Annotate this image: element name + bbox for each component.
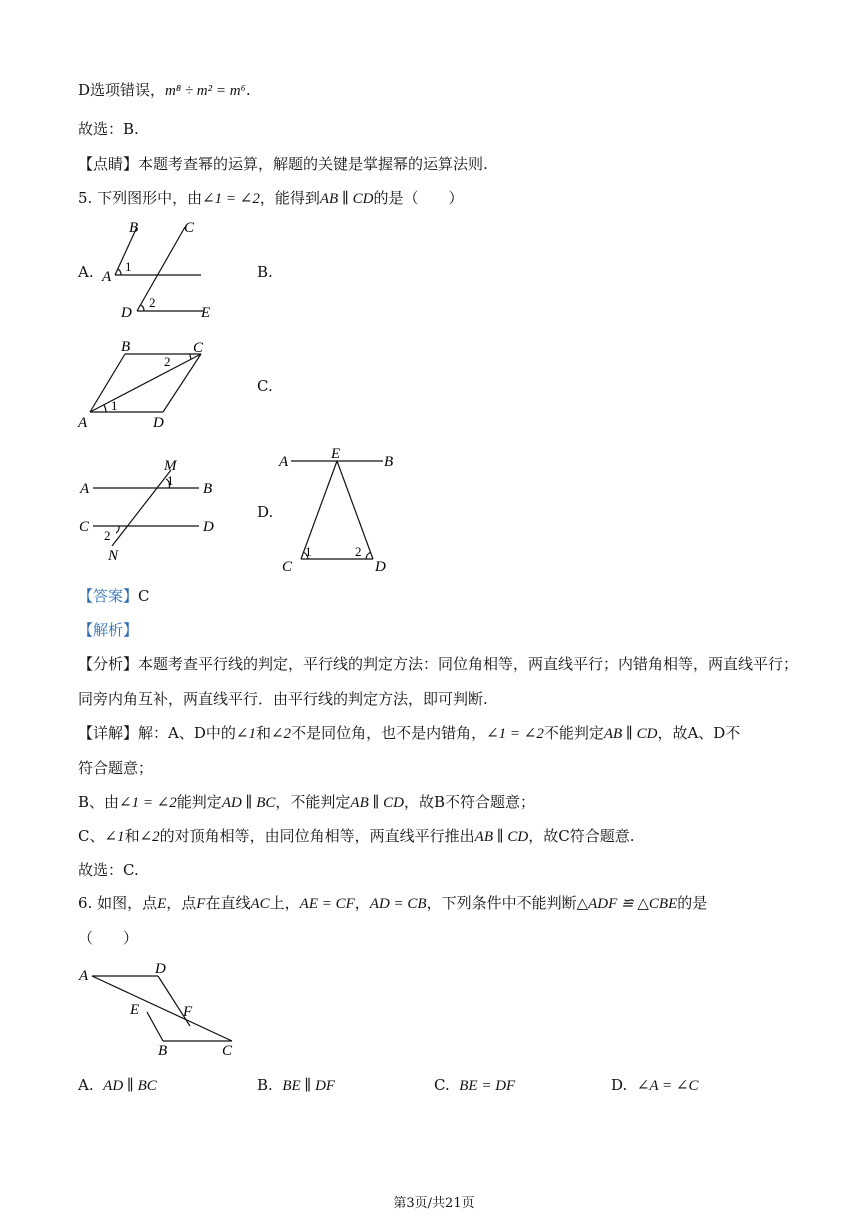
label-D: D <box>155 961 166 977</box>
option-label: A. <box>78 1076 94 1094</box>
text: ，点 <box>166 894 197 912</box>
option-label: B. <box>257 1076 273 1094</box>
text: ，下列条件中不能判断 <box>426 894 577 912</box>
label-C: C <box>222 1043 233 1059</box>
label-C: C <box>79 519 90 535</box>
label-A: A <box>80 481 90 497</box>
angle-2: 2 <box>355 544 362 559</box>
angle-1: 1 <box>305 544 312 559</box>
formula: E <box>157 896 167 912</box>
text: D选项错误， <box>78 81 166 99</box>
label-D: D <box>375 559 386 575</box>
angle-2: 2 <box>164 354 171 369</box>
q5-stem <box>78 188 463 209</box>
remark-tag: 【点睛】 <box>78 155 139 173</box>
formula: ∠1 <box>235 726 256 742</box>
text: ，故C符合题意. <box>528 827 635 845</box>
q6-option-c <box>434 1075 515 1096</box>
prev-remark <box>78 154 488 174</box>
fenxi-text: 本题考查平行线的判定，平行线的判定方法：同位角相等，两直线平行；内错角相等，两直线平行； <box>138 655 799 673</box>
angle-1: 1 <box>125 259 132 274</box>
text: 的对顶角相等，由同位角相等，两直线平行推出 <box>159 827 475 845</box>
formula: AB ∥ CD <box>350 795 405 811</box>
formula: AB ∥ CD <box>603 726 658 742</box>
label-B: B <box>158 1043 168 1059</box>
q5-detail-line1 <box>78 723 740 744</box>
label-B: B <box>384 454 394 470</box>
text: 不能判定 <box>543 724 604 742</box>
page-footer: 第3页/共21页 <box>393 1196 475 1211</box>
option-label: D. <box>611 1076 628 1094</box>
label-A: A <box>78 415 88 431</box>
q6-option-b <box>257 1075 335 1096</box>
text: ，能得到 <box>259 189 320 207</box>
text: ，故A、D不 <box>657 724 741 742</box>
label-E: E <box>130 1002 140 1018</box>
q5-fenxi-line1 <box>78 654 798 674</box>
formula: m⁸ ÷ m² = m⁶ <box>165 83 246 99</box>
text: ， <box>354 894 370 912</box>
text: 不是同位角，也不是内错角， <box>291 724 487 742</box>
option-text: ∠A = ∠C <box>636 1078 699 1094</box>
label-E: E <box>201 305 211 321</box>
text: 上， <box>269 894 300 912</box>
formula: ∠1 = ∠2 <box>119 795 177 811</box>
q5-figure-c <box>75 452 225 564</box>
remark-text: 本题考查幂的运算，解题的关键是掌握幂的运算法则. <box>138 155 488 173</box>
label-A: A <box>279 454 289 470</box>
q5-option-b-label: B. <box>257 263 273 281</box>
formula: ∠1 = ∠2 <box>486 726 544 742</box>
q6-stem <box>78 893 707 914</box>
label-D: D <box>153 415 164 431</box>
text: B、由 <box>78 793 120 811</box>
angle-1: 1 <box>111 398 118 413</box>
formula: F <box>196 896 206 912</box>
formula: AD = CB <box>369 896 427 912</box>
label-B: B <box>203 481 213 497</box>
q5-detail-line2: 符合题意； <box>78 759 154 777</box>
text: 能判定 <box>176 793 222 811</box>
option-label: C. <box>434 1076 450 1094</box>
label-A: A <box>79 968 89 984</box>
angle-2: 2 <box>104 528 111 543</box>
label-N: N <box>108 548 119 564</box>
q5-analysis-tag: 【解析】 <box>78 621 139 639</box>
prev-choice: 故选：B. <box>78 120 139 138</box>
q6-figure <box>75 958 245 1060</box>
text: 的是（ ） <box>373 189 464 207</box>
q5-fenxi-line2: 同旁内角互补，两直线平行．由平行线的判定方法，即可判断. <box>78 690 488 708</box>
label-B: B <box>121 339 131 355</box>
label-C: C <box>193 340 204 356</box>
q5-answer <box>78 586 150 606</box>
q5-option-d-label: D. <box>257 503 274 521</box>
option-text: AD ∥ BC <box>103 1078 157 1094</box>
q5-option-a-label: A. <box>78 263 94 281</box>
angle-1: 1 <box>167 473 174 488</box>
detail-tag: 【详解】 <box>78 724 139 742</box>
text: ，不能判定 <box>275 793 351 811</box>
q6-paren: （ ） <box>78 929 139 947</box>
q5-choice: 故选：C. <box>78 861 139 879</box>
text: 的是 <box>677 894 708 912</box>
q5-detail-line3 <box>78 792 535 813</box>
text: 5. 下列图形中，由 <box>78 189 203 207</box>
q5-figure-d <box>275 444 400 579</box>
label-M: M <box>164 458 177 474</box>
angle-2: 2 <box>149 295 156 310</box>
text: ，故B不符合题意； <box>404 793 536 811</box>
answer-value: C <box>138 587 150 605</box>
fenxi-tag: 【分析】 <box>78 655 139 673</box>
label-D: D <box>121 305 132 321</box>
formula: ∠1 = ∠2 <box>202 191 260 207</box>
label-F: F <box>183 1004 193 1020</box>
formula: ∠2 <box>270 726 292 742</box>
option-text: BE ∥ DF <box>282 1078 336 1094</box>
formula: AE = CF <box>299 896 355 912</box>
text: 在直线 <box>205 894 251 912</box>
formula: AD ∥ BC <box>221 795 276 811</box>
label-A: A <box>102 269 112 285</box>
formula: AC <box>250 896 270 912</box>
answer-tag: 【答案】 <box>78 587 139 605</box>
q5-detail-line4 <box>78 826 635 847</box>
q6-option-a <box>78 1075 157 1096</box>
text: 和 <box>255 724 271 742</box>
label-C: C <box>184 220 195 236</box>
text: 6. 如图，点 <box>78 894 158 912</box>
label-B: B <box>129 220 139 236</box>
formula: AB ∥ CD <box>319 191 374 207</box>
label-E: E <box>331 446 341 462</box>
label-C: C <box>282 559 293 575</box>
q5-option-c-label: C. <box>257 377 273 395</box>
prev-d-wrong-line <box>78 80 251 101</box>
formula: ∠1 <box>104 829 125 845</box>
text: 解：A、D中的 <box>138 724 236 742</box>
q5-figure-b <box>75 335 225 435</box>
formula: AB ∥ CD <box>474 829 529 845</box>
text: . <box>245 81 251 99</box>
formula: △ADF ≌ △CBE <box>576 896 678 912</box>
text: 和 <box>124 827 140 845</box>
q5-figure-a <box>95 215 225 325</box>
formula: ∠2 <box>139 829 160 845</box>
q6-option-d <box>611 1075 698 1096</box>
label-D: D <box>203 519 214 535</box>
text: C、 <box>78 827 105 845</box>
option-text: BE = DF <box>459 1078 516 1094</box>
